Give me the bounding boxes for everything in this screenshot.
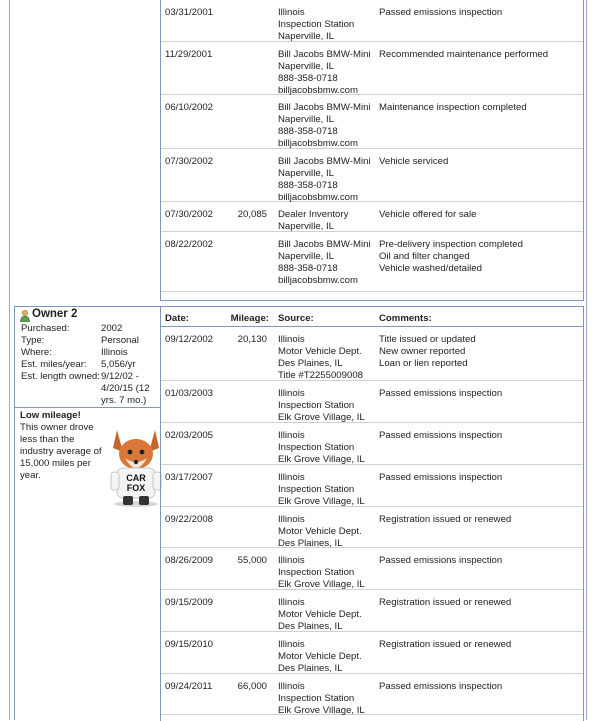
row-date: 11/29/2001 [165,49,213,60]
row-date: 09/22/2008 [165,514,214,525]
row-date: 09/15/2009 [165,597,214,608]
row-date: 09/24/2011 [165,681,213,692]
row-source [278,239,378,287]
source-line: Naperville, IL [278,251,334,262]
source-line: 888-358-0718 [278,180,338,191]
person-icon [20,310,30,322]
source-line: Motor Vehicle Dept. [278,346,362,357]
history-table-continued [160,0,584,301]
source-line: Inspection Station [278,484,355,495]
owner-field-value: 5,056/yr [101,359,136,370]
source-line: Bill Jacobs BMW-Mini [278,156,371,167]
source-line: Illinois [278,681,305,692]
source-line: Bill Jacobs BMW-Mini [278,102,371,113]
source-line: Illinois [278,334,305,345]
row-source [278,388,378,424]
source-line: billjacobsbmw.com [278,85,358,96]
row-mileage: 20,085 [237,209,267,220]
owner-field-label: Where: [21,347,52,358]
row-date: 07/30/2002 [165,209,214,220]
source-line: Title #T2255009008 [278,370,363,381]
row-comments [379,514,579,526]
row-comments [379,334,579,370]
row-comments [379,639,579,651]
source-line: Bill Jacobs BMW-Mini [278,49,371,60]
comment-line: Oil and filter changed [379,251,470,262]
page-right-rule [586,0,587,720]
carfox-mascot-icon [107,418,165,508]
table-row [161,0,583,42]
column-header-mileage: Mileage: [230,313,269,324]
row-date: 07/30/2002 [165,156,214,167]
table-row [161,423,583,465]
source-line: Elk Grove Village, IL [278,412,365,423]
comment-line: Passed emissions inspection [379,7,503,18]
source-line: Naperville, IL [278,61,334,72]
owner-field-label: Est. miles/year: [21,359,87,370]
row-source [278,49,378,97]
source-line: Inspection Station [278,693,355,704]
owner-field-label: Type: [21,335,45,346]
table-row [161,548,583,590]
row-source [278,7,378,43]
source-line: Illinois [278,514,305,525]
source-line: Motor Vehicle Dept. [278,526,362,537]
row-date: 02/03/2005 [165,430,214,441]
row-date: 03/31/2001 [165,7,214,18]
source-line: Inspection Station [278,400,355,411]
comment-line: Recommended maintenance performed [379,49,549,60]
row-mileage: 66,000 [237,681,267,692]
column-header-date: Date: [165,313,189,324]
source-line: Des Plaines, IL [278,538,343,549]
comment-line: Title issued or updated [379,334,476,345]
comment-line: Passed emissions inspection [379,472,503,483]
owner-field-label: Est. length owned: [21,371,100,382]
row-comments [379,430,579,442]
source-line: Elk Grove Village, IL [278,454,365,465]
table-row [161,381,583,423]
comment-line: Registration issued or renewed [379,514,512,525]
owner-field-value: 9/12/02 - 4/20/15 (12 yrs. 7 mo.) [101,371,150,406]
source-line: Illinois [278,430,305,441]
row-date: 08/22/2002 [165,239,214,250]
table-row [161,674,583,715]
comment-line: Vehicle washed/detailed [379,263,482,274]
history-table-owner2 [160,306,584,721]
source-line: Des Plaines, IL [278,621,343,632]
owner-summary-box [14,306,160,408]
source-line: Naperville, IL [278,31,334,42]
source-line: Des Plaines, IL [278,358,343,369]
source-line: Illinois [278,639,305,650]
table-row [161,95,583,149]
comment-line: Registration issued or renewed [379,597,512,608]
row-source [278,514,378,550]
source-line: Inspection Station [278,19,355,30]
row-date: 09/15/2010 [165,639,214,650]
row-comments [379,388,579,400]
low-mileage-heading: Low mileage! [20,410,81,421]
row-comments [379,555,579,567]
carfox-badge-line1: CAR [126,473,146,483]
table-row [161,465,583,507]
source-line: Illinois [278,388,305,399]
source-line: Dealer Inventory [278,209,349,220]
row-comments [379,681,579,693]
source-line: Inspection Station [278,567,355,578]
table-row [161,149,583,202]
comment-line: New owner reported [379,346,466,357]
source-line: Elk Grove Village, IL [278,496,365,507]
comment-line: Passed emissions inspection [379,430,503,441]
row-comments [379,209,579,221]
row-comments [379,239,579,275]
page-left-rule [9,0,10,720]
row-date: 01/03/2003 [165,388,214,399]
row-source [278,209,378,233]
source-line: Illinois [278,472,305,483]
source-line: Motor Vehicle Dept. [278,651,362,662]
comment-line: Registration issued or renewed [379,639,512,650]
owner-field-value: Personal [101,335,139,346]
source-line: Naperville, IL [278,168,334,179]
row-source [278,334,378,382]
row-comments [379,156,579,168]
row-source [278,156,378,204]
table-header-row [161,307,583,327]
source-line: Illinois [278,7,305,18]
comment-line: Passed emissions inspection [379,388,503,399]
comment-line: Maintenance inspection completed [379,102,527,113]
source-line: Naperville, IL [278,221,334,232]
row-source [278,681,378,717]
source-line: billjacobsbmw.com [278,275,358,286]
table-row [161,590,583,632]
comment-line: Passed emissions inspection [379,555,503,566]
table-row [161,632,583,674]
comment-line: Passed emissions inspection [379,681,503,692]
row-date: 09/12/2002 [165,334,214,345]
source-line: Naperville, IL [278,114,334,125]
row-source [278,639,378,675]
table-row [161,507,583,548]
source-line: Inspection Station [278,442,355,453]
comment-line: Pre-delivery inspection completed [379,239,523,250]
source-line: billjacobsbmw.com [278,138,358,149]
row-date: 06/10/2002 [165,102,214,113]
table-row [161,202,583,232]
owner-field-label: Purchased: [21,323,70,334]
source-line: Elk Grove Village, IL [278,705,365,716]
comment-line: Vehicle serviced [379,156,449,167]
row-date: 03/17/2007 [165,472,214,483]
table-row [161,42,583,95]
row-comments [379,102,579,114]
row-comments [379,597,579,609]
row-source [278,597,378,633]
owner-field-value: 2002 [101,323,123,334]
owner-field-value: Illinois [101,347,128,358]
row-mileage: 20,130 [237,334,267,345]
row-source [278,430,378,466]
low-mileage-text: This owner drove less than the industry average of 15,000 miles per year. [20,422,102,481]
column-header-source: Source: [278,313,314,324]
row-source [278,555,378,591]
source-line: Illinois [278,597,305,608]
source-line: Motor Vehicle Dept. [278,609,362,620]
source-line: 888-358-0718 [278,263,338,274]
row-mileage: 55,000 [237,555,267,566]
source-line: Elk Grove Village, IL [278,579,365,590]
source-line: 888-358-0718 [278,73,338,84]
row-comments [379,49,579,61]
row-comments [379,472,579,484]
source-line: Des Plaines, IL [278,663,343,674]
source-line: 888-358-0718 [278,126,338,137]
column-header-comments: Comments: [379,313,432,324]
row-date: 08/26/2009 [165,555,214,566]
source-line: Illinois [278,555,305,566]
comment-line: Vehicle offered for sale [379,209,477,220]
source-line: Bill Jacobs BMW-Mini [278,239,371,250]
source-line: billjacobsbmw.com [278,192,358,203]
row-comments [379,7,579,19]
row-source [278,472,378,508]
low-mileage-box [14,408,161,720]
carfox-badge-line2: FOX [126,483,146,493]
table-row [161,327,583,381]
owner-title: Owner 2 [32,308,78,320]
row-source [278,102,378,150]
comment-line: Loan or lien reported [379,358,468,369]
table-row [161,232,583,292]
